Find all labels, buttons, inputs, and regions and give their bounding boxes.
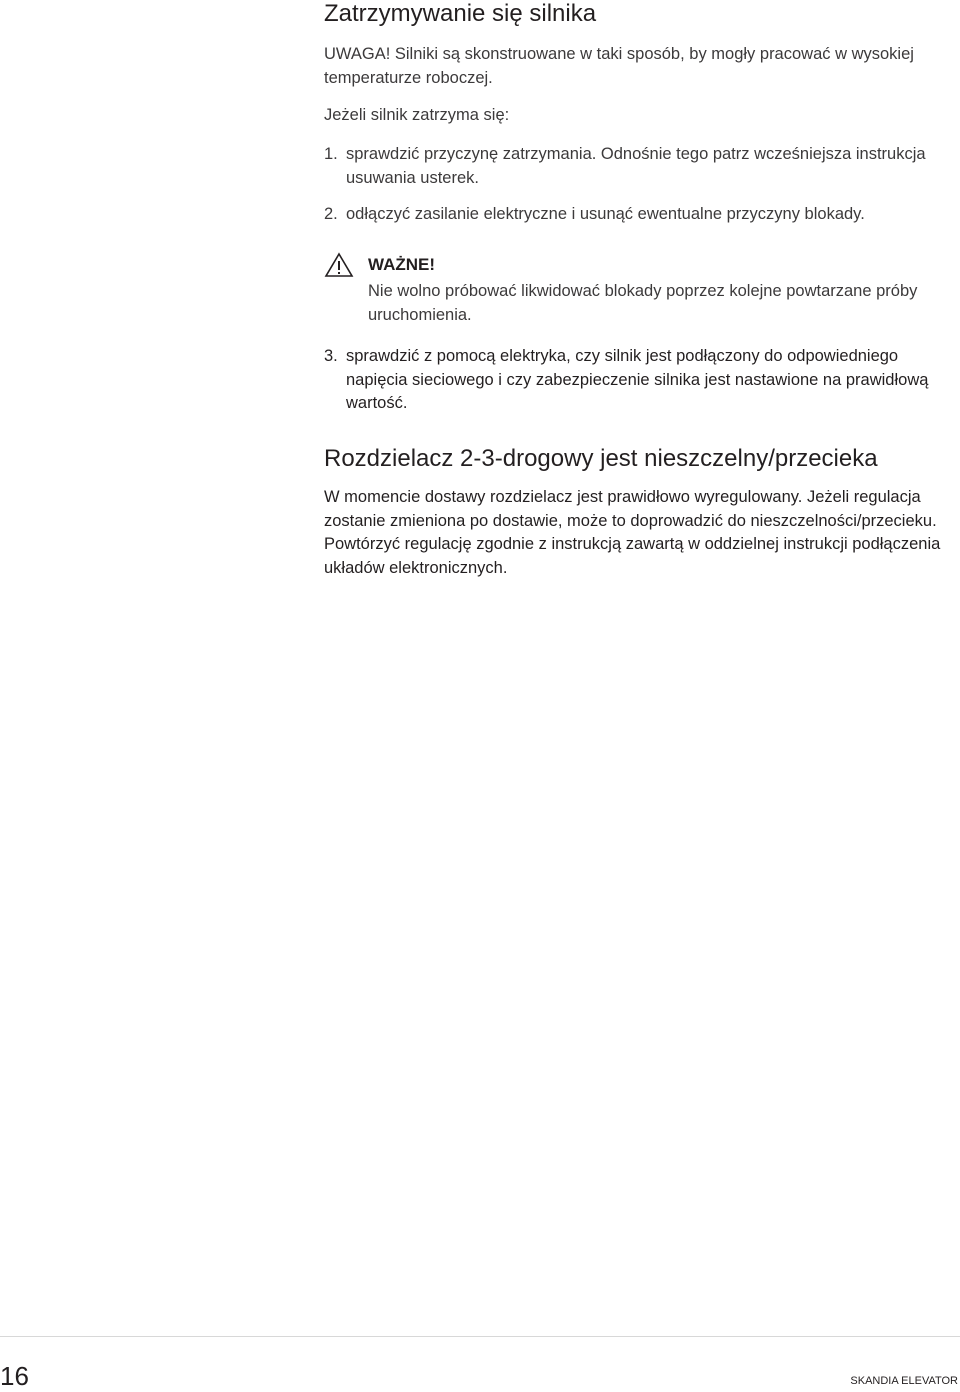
section-title-motor-stop: Zatrzymywanie się silnika xyxy=(324,0,597,27)
warning-triangle-icon xyxy=(324,252,354,278)
footer-brand: SKANDIA ELEVATOR xyxy=(850,1375,958,1387)
footer-divider xyxy=(0,1336,960,1337)
intro-text: Jeżeli silnik zatrzyma się: xyxy=(324,106,510,124)
step-text: odłączyć zasilanie elektryczne i usunąć ewentualne przyczyny blokady. xyxy=(346,205,865,223)
warning-title: WAŻNE! xyxy=(368,255,436,274)
step-2 xyxy=(324,203,954,227)
caution-note: UWAGA! Silniki są skonstruowane w taki sposób, by mogły pracować w wysokiej temperaturze roboczej. xyxy=(324,45,914,87)
step-text: sprawdzić przyczynę zatrzymania. Odnośnie tego patrz wcześniejsza instrukcja usuwania usterek. xyxy=(346,145,926,187)
step-text: sprawdzić z pomocą elektryka, czy silnik jest podłączony do odpowiedniego napięcia sieciowego i czy zabezpieczenie silnika jest nastawione na prawidłową wartość. xyxy=(346,347,929,412)
step-1 xyxy=(324,143,954,190)
step-number: 2. xyxy=(324,205,338,223)
warning-text: Nie wolno próbować likwidować blokady poprzez kolejne powtarzane próby uruchomienia. xyxy=(368,282,918,324)
page-number: 16 xyxy=(0,1361,29,1391)
step-number: 1. xyxy=(324,145,338,163)
step-3 xyxy=(324,345,956,416)
section-title-valve-leak: Rozdzielacz 2-3-drogowy jest nieszczelny/przecieka xyxy=(324,445,878,472)
valve-leak-body: W momencie dostawy rozdzielacz jest prawidłowo wyregulowany. Jeżeli regulacja zostanie zmieniona po dostawie, może to doprowadzić do nieszczelności/przecieku. Powtórzyć regulację zgodnie z instrukcją zawartą w oddzielnej instrukcji podłączenia układów elektronicznych. xyxy=(324,488,941,577)
step-number: 3. xyxy=(324,347,338,365)
